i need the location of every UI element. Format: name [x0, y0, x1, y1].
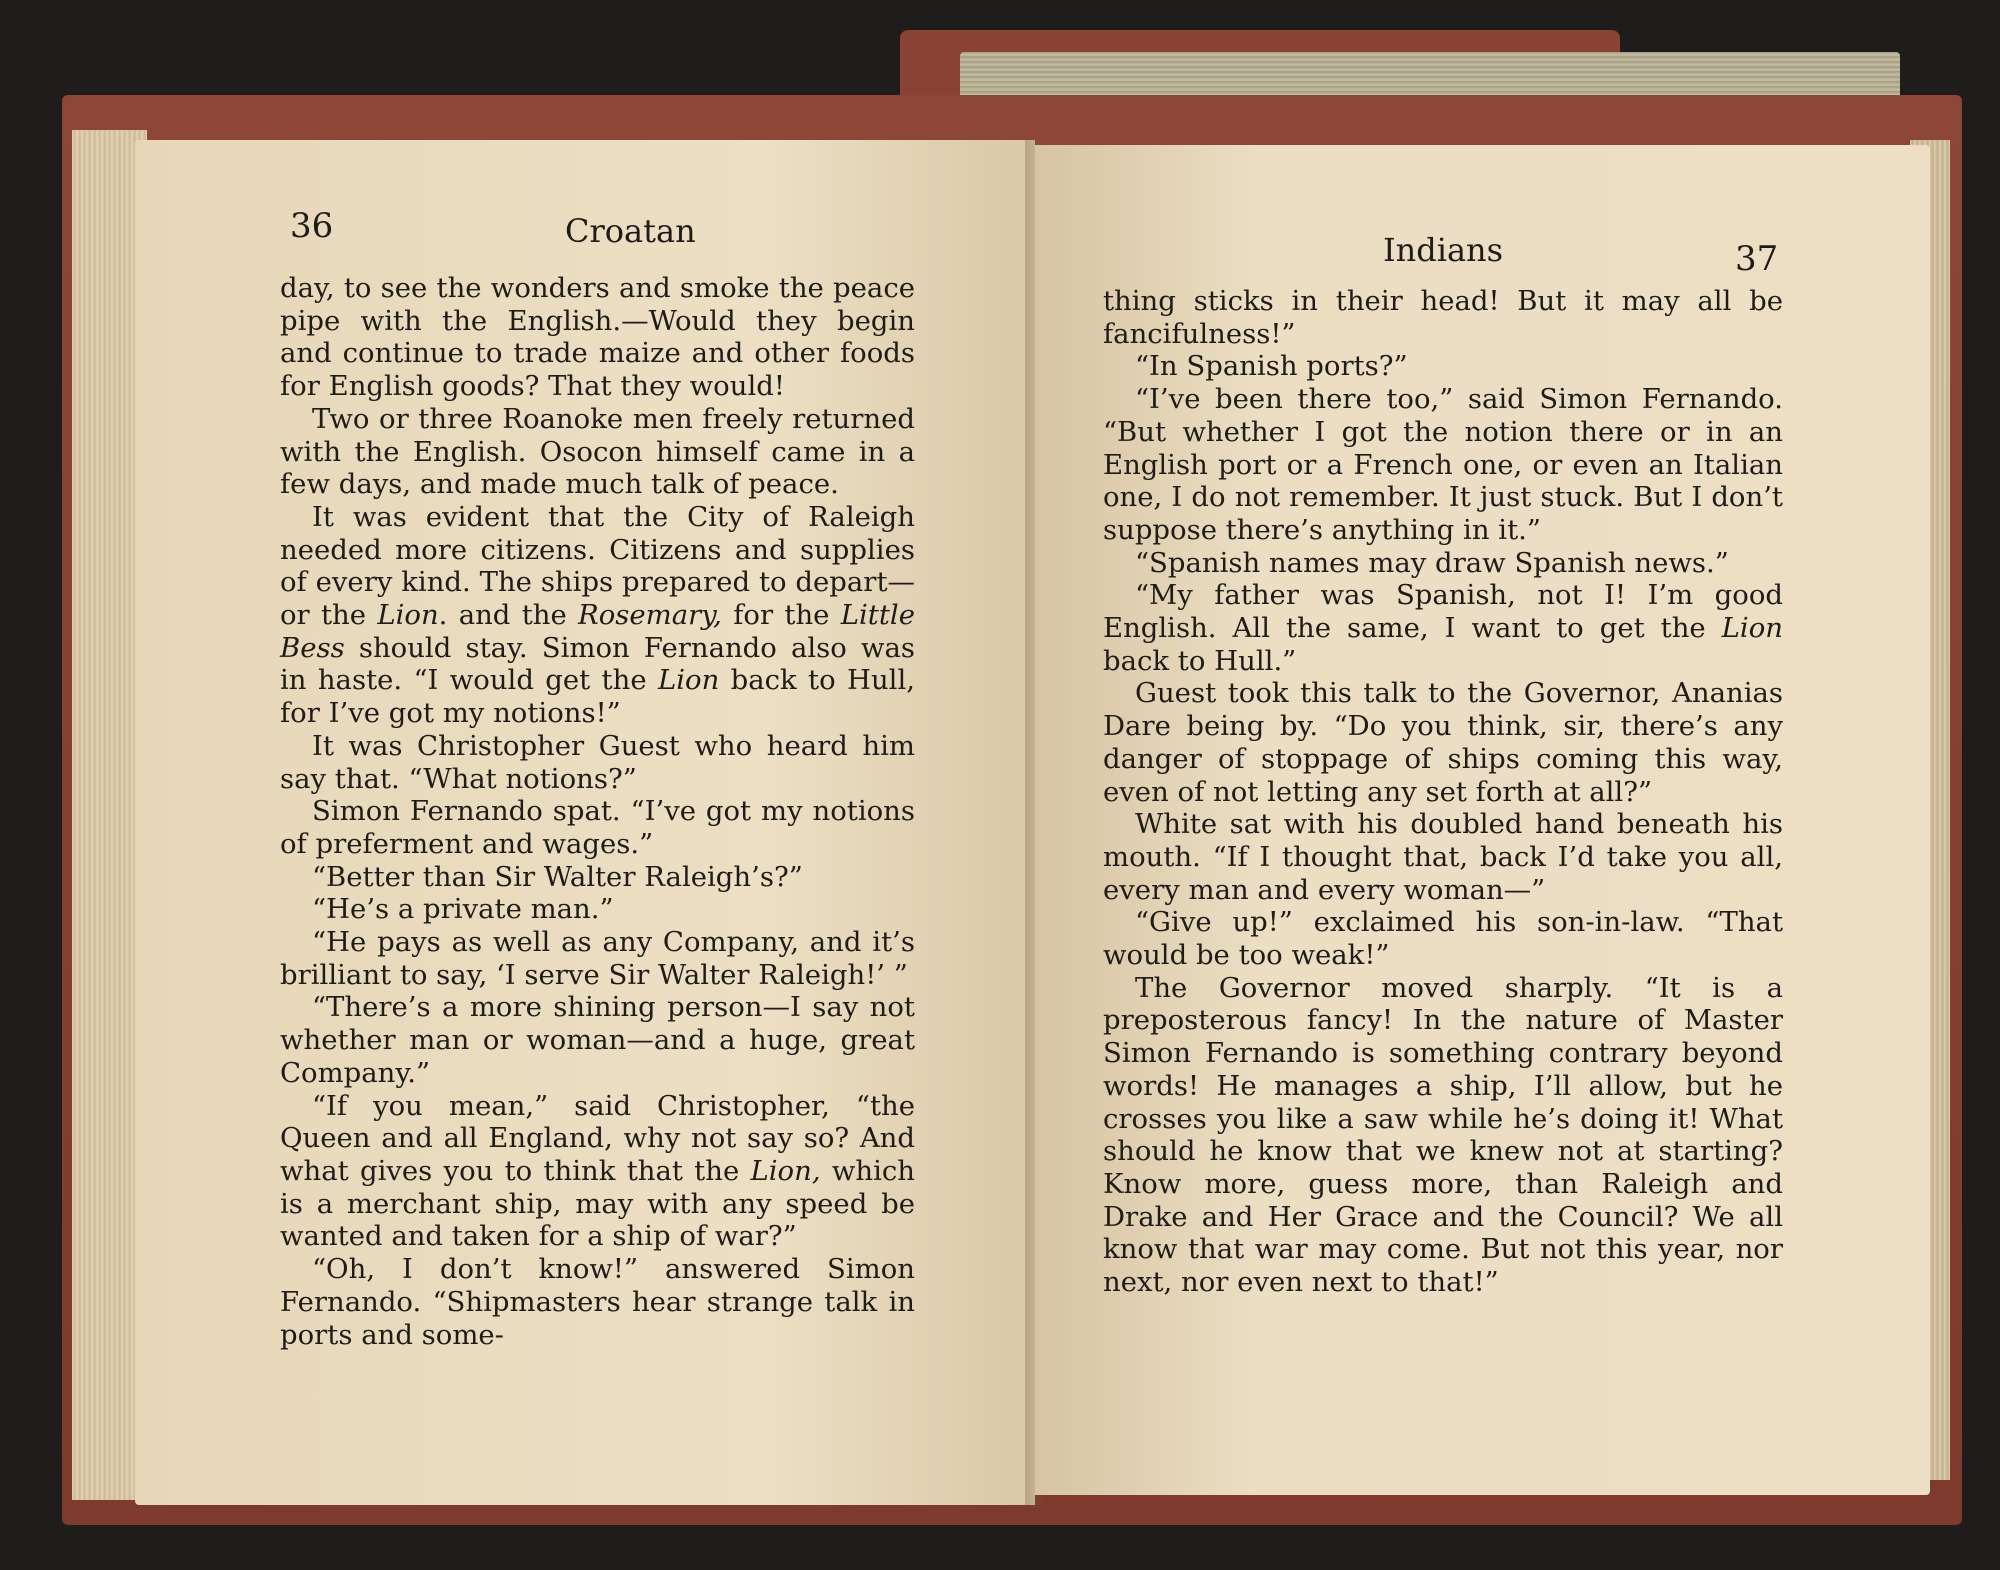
paragraph	[280, 991, 915, 1089]
paragraph	[1103, 285, 1783, 350]
paragraph	[280, 501, 915, 730]
italic-text: Lion,	[750, 1154, 821, 1187]
text-run: Guest took this talk to the Governor, Ananias Dare being by. “Do you think, sir, there’s any danger of stoppage of ships coming this way, even of not letting any set forth at all?”	[1103, 677, 1783, 808]
paragraph	[1103, 677, 1783, 808]
left-page-body	[280, 272, 915, 1351]
paragraph	[1103, 547, 1783, 580]
text-run: back to Hull.”	[1103, 644, 1297, 677]
text-run: “I’ve been there too,” said Simon Fernando. “But whether I got the notion there or in an English port or a French one, or even an Italian one, I do not remember. It just stuck. But I don’t suppose there’s anything in it.”	[1103, 383, 1783, 546]
paragraph	[280, 1090, 915, 1254]
text-run: “My father was Spanish, not I! I’m good English. All the same, I want to get the	[1103, 579, 1783, 645]
text-run: It was Christopher Guest who heard him say that. “What notions?”	[280, 729, 915, 795]
text-run: “He’s a private man.”	[312, 893, 614, 926]
italic-text: Little Bess	[280, 599, 915, 664]
text-run: . and the	[438, 599, 579, 632]
text-run: “There’s a more shining person—I say not whether man or woman—and a huge, great Company.”	[280, 991, 915, 1089]
running-head-left: Croatan	[565, 212, 696, 250]
text-run: The Governor moved sharply. “It is a preposterous fancy! In the nature of Master Simon Fernando is something contrary beyond words! He manages a ship, I’ll allow, but he crosses you like a saw while he’s doing it! What should he know that we knew not at starting? Know more, guess more, than Raleigh and Drake and Her Grace and the Council? We all know that war may come. But not this year, nor next, nor even next to that!”	[1103, 971, 1783, 1299]
paragraph	[280, 730, 915, 795]
text-run: It was evident that the City of Raleigh needed more citizens. Citizens and supplies of every kind. The ships prepared to depart—or the	[280, 500, 915, 632]
paragraph	[280, 861, 915, 894]
text-run: back to Hull, for I’ve got my notions!”	[280, 664, 916, 730]
running-head-right: Indians	[1383, 231, 1504, 269]
paragraph	[280, 1253, 915, 1351]
paragraph	[280, 893, 915, 926]
paragraph	[1103, 972, 1783, 1299]
paragraph	[280, 926, 915, 991]
paragraph	[1103, 350, 1783, 383]
italic-text: Lion	[657, 664, 720, 697]
italic-text: Lion	[377, 599, 439, 632]
right-page-body	[1103, 285, 1783, 1299]
paragraph	[1103, 383, 1783, 547]
text-run: “Give up!” exclaimed his son-in-law. “That would be too weak!”	[1103, 906, 1783, 972]
paragraph	[1103, 906, 1783, 971]
page-number-left: 36	[290, 206, 334, 246]
italic-text: Rosemary,	[578, 599, 722, 632]
paragraph	[280, 795, 915, 860]
paragraph	[1103, 579, 1783, 677]
text-run: “Spanish names may draw Spanish news.”	[1135, 546, 1729, 579]
text-run: should stay. Simon Fernando also was in haste. “I would get the	[280, 631, 915, 697]
italic-text: Lion	[1721, 612, 1783, 645]
text-run: for the	[721, 599, 841, 632]
paragraph	[280, 272, 915, 403]
text-run: “Oh, I don’t know!” answered Simon Fernando. “Shipmasters hear strange talk in ports and some-	[280, 1253, 915, 1351]
text-run: White sat with his doubled hand beneath his mouth. “If I thought that, back I’d take you all, every man and every woman—”	[1103, 808, 1783, 906]
text-run: “He pays as well as any Company, and it’s brilliant to say, ‘I serve Sir Walter Raleigh!’ ”	[280, 926, 915, 991]
text-run: day, to see the wonders and smoke the peace pipe with the English.—Would they begin and continue to trade maize and other foods for English goods? That they would!	[280, 272, 915, 403]
page-number-right: 37	[1735, 239, 1779, 279]
text-run: “In Spanish ports?”	[1135, 350, 1408, 383]
text-run: “If you mean,” said Christopher, “the Queen and all England, why not say so? And what gives you to think that the	[280, 1089, 915, 1187]
paragraph	[1103, 808, 1783, 906]
text-run: thing sticks in their head! But it may all be fancifulness!”	[1103, 285, 1783, 350]
left-page	[135, 140, 1035, 1505]
text-run: “Better than Sir Walter Raleigh’s?”	[312, 860, 803, 893]
paragraph	[280, 403, 915, 501]
right-page	[1035, 145, 1930, 1495]
text-run: Simon Fernando spat. “I’ve got my notions of preferment and wages.”	[280, 795, 915, 860]
text-run: which is a merchant ship, may with any speed be wanted and taken for a ship of war?”	[280, 1154, 916, 1253]
text-run: Two or three Roanoke men freely returned with the English. Osocon himself came in a few days, and made much talk of peace.	[280, 402, 915, 501]
